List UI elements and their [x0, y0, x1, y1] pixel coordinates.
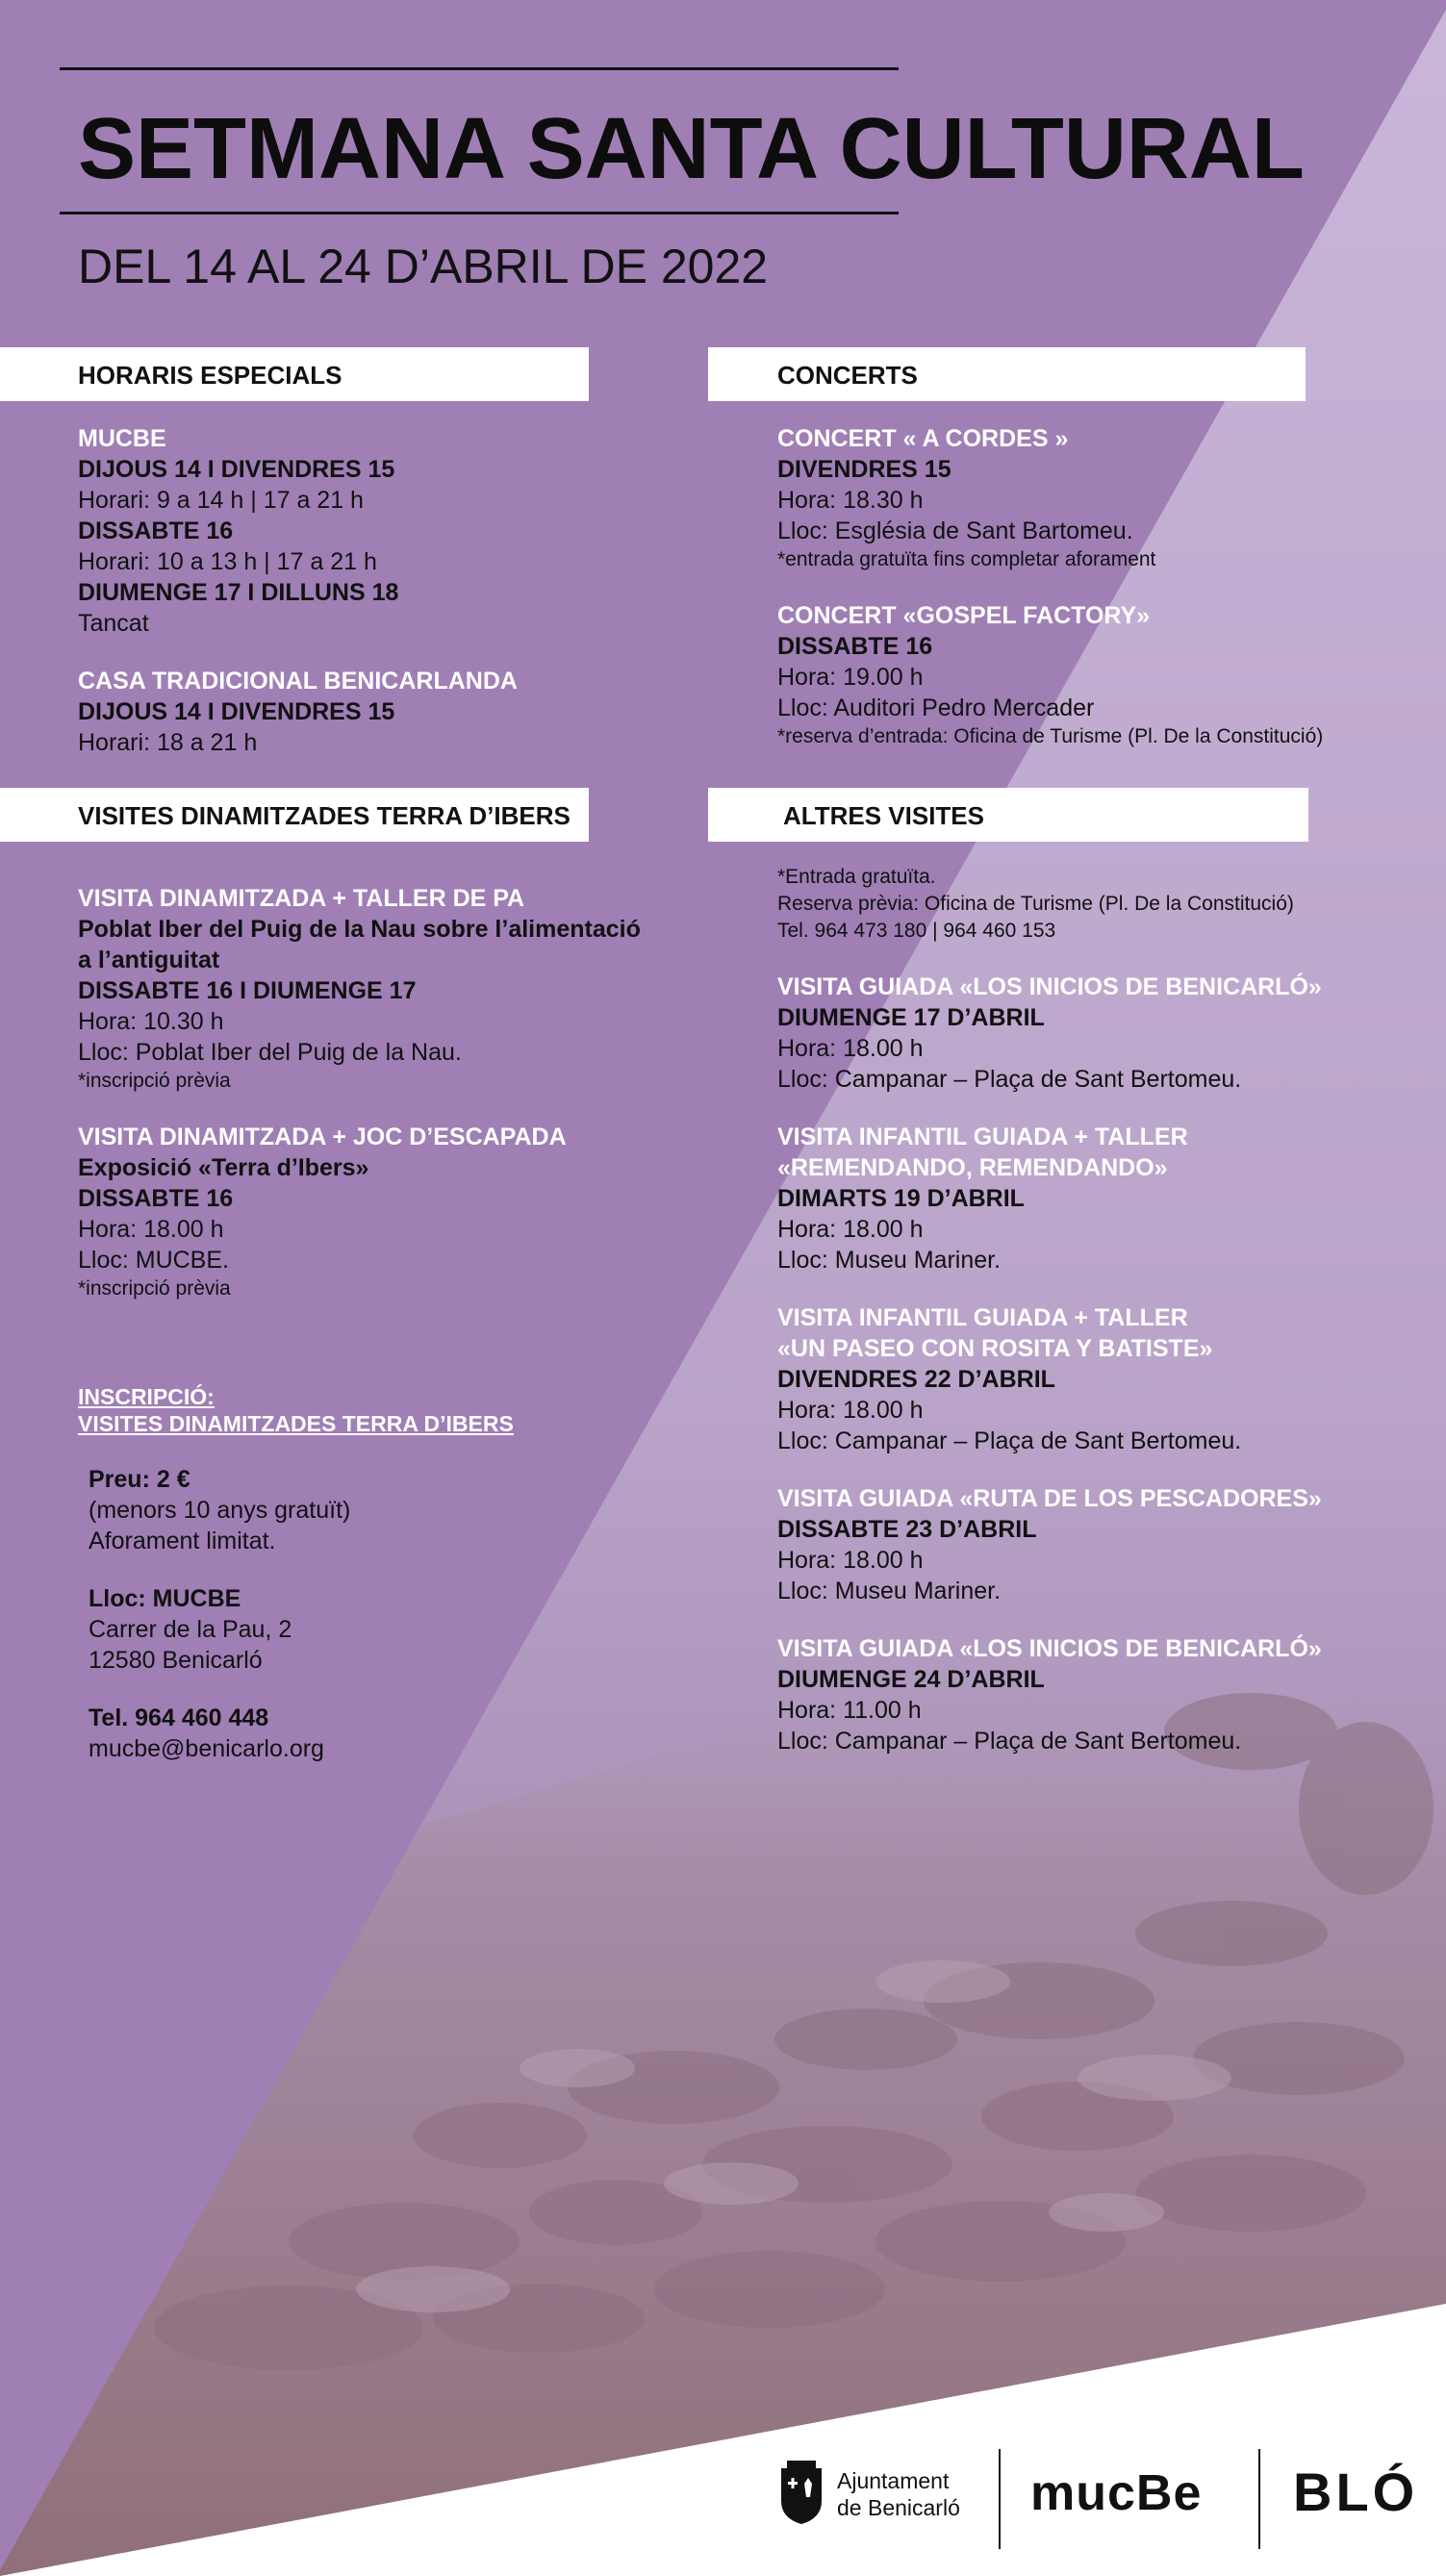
altres-line: Lloc: Campanar – Plaça de Sant Bertomeu.	[777, 1728, 1242, 1755]
mucbe-logo: mucBe	[1030, 2465, 1203, 2521]
altres-line: Hora: 18.00 h	[777, 1547, 924, 1574]
visites-dinamitzades-line: Lloc: Poblat Iber del Puig de la Nau.	[78, 1039, 462, 1066]
horaris-line: Horari: 9 a 14 h | 17 a 21 h	[78, 487, 364, 514]
spacer	[78, 1095, 732, 1122]
concerts-line: DIVENDRES 15	[777, 456, 951, 483]
visites-dinamitzades-line: *inscripció prèvia	[78, 1070, 231, 1092]
altres-line: Reserva prèvia: Oficina de Turisme (Pl. De la Constitució)	[777, 893, 1294, 915]
visites-dinamitzades-line: Poblat Iber del Puig de la Nau sobre l’alimentació	[78, 916, 641, 943]
concerts-line: *entrada gratuïta fins completar aforament	[777, 548, 1156, 570]
altres-line: Tel. 964 473 180 | 964 460 153	[777, 920, 1056, 942]
concerts-line: DISSABTE 16	[777, 633, 933, 660]
altres-line: *Entrada gratuïta.	[777, 866, 936, 888]
altres-line: VISITA GUIADA «LOS INICIOS DE BENICARLÓ»	[777, 973, 1322, 1000]
inscripcio-title	[78, 1383, 514, 1437]
altres-line: VISITA INFANTIL GUIADA + TALLER	[777, 1304, 1188, 1331]
horaris-heading: HORARIS ESPECIALS	[78, 361, 342, 390]
visites-dinamitzades-line: a l’antiguitat	[78, 947, 220, 973]
title-rule	[60, 212, 899, 215]
visites-dinamitzades-line: *inscripció prèvia	[78, 1277, 231, 1300]
visites-dinamitzades-line: DISSABTE 16	[78, 1185, 234, 1212]
altres-line: DIUMENGE 24 D’ABRIL	[777, 1666, 1045, 1693]
inscripcio-line: Carrer de la Pau, 2	[89, 1616, 292, 1643]
ajuntament-line1: Ajuntament	[837, 2468, 950, 2493]
altres-line: DISSABTE 23 D’ABRIL	[777, 1516, 1037, 1543]
altres-line: VISITA GUIADA «RUTA DE LOS PESCADORES»	[777, 1485, 1322, 1512]
ajuntament-line2: de Benicarló	[837, 2495, 960, 2520]
concerts-line: Lloc: Auditori Pedro Mercader	[777, 695, 1095, 721]
spacer	[89, 1676, 743, 1703]
concerts-line: CONCERT « A CORDES »	[777, 425, 1069, 452]
spacer	[777, 1606, 1432, 1633]
horaris-block	[78, 423, 732, 758]
altres-line: Lloc: Campanar – Plaça de Sant Bertomeu.	[777, 1066, 1242, 1093]
altres-line: VISITA GUIADA «LOS INICIOS DE BENICARLÓ»	[777, 1635, 1322, 1662]
altres-line: Lloc: Museu Mariner.	[777, 1578, 1002, 1604]
horaris-line: DIUMENGE 17 I DILLUNS 18	[78, 579, 399, 606]
altres-line: Lloc: Museu Mariner.	[777, 1247, 1002, 1274]
visites-dinamitzades-line: Hora: 18.00 h	[78, 1216, 224, 1243]
altres-line: Hora: 11.00 h	[777, 1697, 922, 1724]
horaris-line: Horari: 10 a 13 h | 17 a 21 h	[78, 548, 377, 575]
altres-line: Lloc: Campanar – Plaça de Sant Bertomeu.	[777, 1427, 1242, 1454]
inscripcio-title-line1: INSCRIPCIÓ:	[78, 1384, 215, 1409]
concerts-block	[777, 423, 1432, 750]
spacer	[777, 1275, 1432, 1302]
spacer	[777, 945, 1432, 972]
spacer	[777, 1095, 1432, 1122]
benicarlo-coat-of-arms-icon	[777, 2459, 825, 2526]
concerts-line: *reserva d’entrada: Oficina de Turisme (Pl. De la Constitució)	[777, 725, 1324, 747]
concerts-line: CONCERT «GOSPEL FACTORY»	[777, 602, 1151, 629]
horaris-line: Tancat	[78, 610, 149, 637]
page-title: SETMANA SANTA CULTURAL	[78, 101, 1305, 197]
blo-logo: BLÓ	[1293, 2462, 1419, 2522]
spacer	[777, 573, 1432, 600]
altres-heading: ALTRES VISITES	[783, 801, 984, 830]
event-dates: DEL 14 AL 24 D’ABRIL DE 2022	[78, 240, 769, 293]
visites-dinamitzades-line: VISITA DINAMITZADA + TALLER DE PA	[78, 885, 525, 912]
altres-line: VISITA INFANTIL GUIADA + TALLER	[777, 1124, 1188, 1150]
concerts-line: Hora: 19.00 h	[777, 664, 924, 691]
altres-visites-block	[777, 864, 1432, 1756]
visites-dinamitzades-line: Lloc: MUCBE.	[78, 1247, 229, 1274]
inscripcio-line: 12580 Benicarló	[89, 1647, 263, 1674]
concerts-line: Hora: 18.30 h	[777, 487, 924, 514]
altres-line: DIUMENGE 17 D’ABRIL	[777, 1004, 1045, 1031]
top-rule	[60, 67, 899, 70]
concerts-heading-bar	[708, 347, 1306, 401]
inscripcio-line: Tel. 964 460 448	[89, 1705, 269, 1731]
visites-dinamitzades-line: DISSABTE 16 I DIUMENGE 17	[78, 977, 417, 1004]
altres-line: «REMENDANDO, REMENDANDO»	[777, 1154, 1168, 1181]
altres-heading-bar	[708, 788, 1308, 842]
altres-line: «UN PASEO CON ROSITA Y BATISTE»	[777, 1335, 1213, 1362]
spacer	[78, 639, 732, 666]
inscripcio-block	[89, 1464, 743, 1764]
altres-line: Hora: 18.00 h	[777, 1397, 924, 1424]
visites-heading: VISITES DINAMITZADES TERRA D’IBERS	[78, 801, 571, 830]
inscripcio-line: Preu: 2 €	[89, 1466, 190, 1493]
horaris-line: MUCBE	[78, 425, 166, 452]
concerts-heading: CONCERTS	[777, 361, 918, 390]
altres-line: Hora: 18.00 h	[777, 1216, 924, 1243]
spacer	[89, 1556, 743, 1583]
inscripcio-line: (menors 10 anys gratuït)	[89, 1497, 351, 1524]
altres-line: DIMARTS 19 D’ABRIL	[777, 1185, 1025, 1212]
inscripcio-line: Aforament limitat.	[89, 1528, 276, 1554]
visites-dinamitzades-line: VISITA DINAMITZADA + JOC D’ESCAPADA	[78, 1124, 567, 1150]
horaris-line: DIJOUS 14 I DIVENDRES 15	[78, 698, 395, 725]
inscripcio-title-line2: VISITES DINAMITZADES TERRA D’IBERS	[78, 1411, 514, 1436]
visites-dinamitzades-line: Hora: 10.30 h	[78, 1008, 224, 1035]
horaris-heading-bar	[0, 347, 589, 401]
footer-divider-2	[1258, 2449, 1260, 2549]
horaris-line: Horari: 18 a 21 h	[78, 729, 258, 756]
inscripcio-line: Lloc: MUCBE	[89, 1585, 241, 1612]
inscripcio-line: mucbe@benicarlo.org	[89, 1735, 324, 1762]
concerts-line: Lloc: Església de Sant Bartomeu.	[777, 518, 1133, 544]
visites-heading-bar	[0, 788, 589, 842]
visites-dinamitzades-line: Exposició «Terra d’Ibers»	[78, 1154, 369, 1181]
altres-line: Hora: 18.00 h	[777, 1035, 924, 1062]
horaris-line: CASA TRADICIONAL BENICARLANDA	[78, 668, 518, 695]
footer	[0, 2405, 1446, 2576]
horaris-line: DIJOUS 14 I DIVENDRES 15	[78, 456, 395, 483]
horaris-line: DISSABTE 16	[78, 518, 234, 544]
altres-line: DIVENDRES 22 D’ABRIL	[777, 1366, 1055, 1393]
footer-divider-1	[999, 2449, 1001, 2549]
spacer	[777, 1456, 1432, 1483]
visites-dinamitzades-block	[78, 883, 732, 1302]
